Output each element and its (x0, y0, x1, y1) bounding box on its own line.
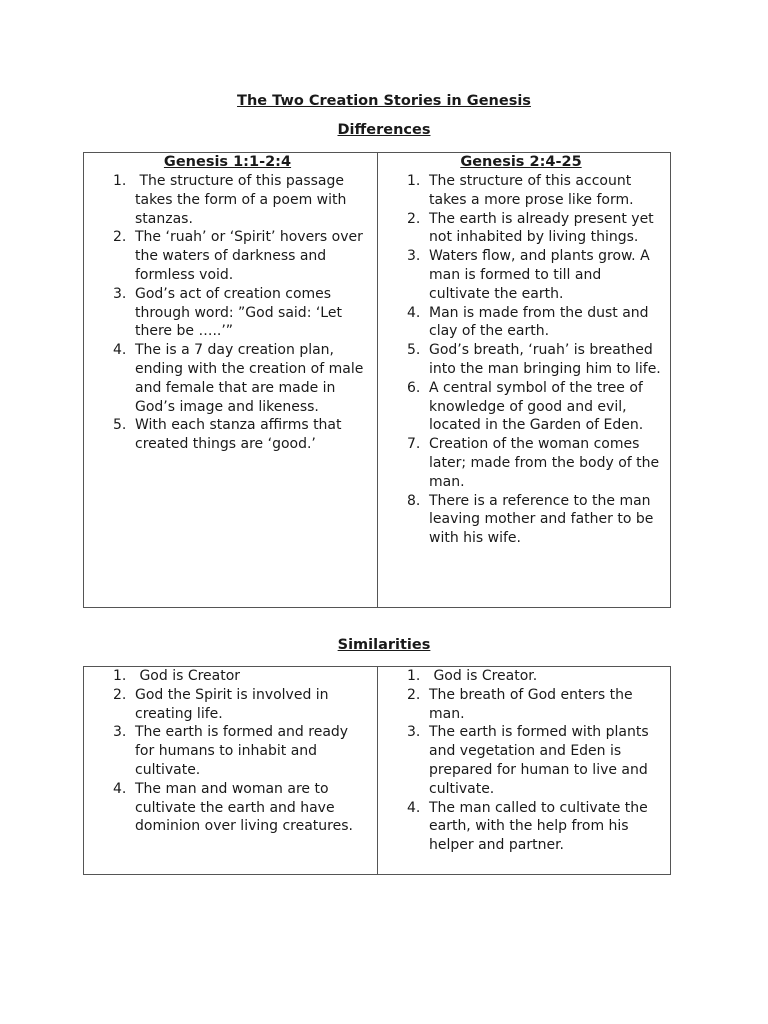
list-item-text: The man called to cultivate the earth, with the help from his helper and partner. (429, 799, 653, 854)
list-item (84, 780, 371, 836)
list-item (378, 435, 664, 491)
list-item-text: There is a reference to the man leaving mother and father to be with his wife. (429, 492, 658, 547)
list-item (378, 210, 664, 248)
list-item-number: 2. (113, 229, 127, 246)
list-item-text: God’s breath, ‘ruah’ is breathed into the man bringing him to life. (429, 342, 661, 377)
list-item-number: 5. (113, 417, 127, 434)
list-item (378, 492, 664, 548)
list-item-text: The breath of God enters the man. (429, 686, 638, 722)
differences-heading: Differences (337, 122, 431, 138)
list-item-text: The man and woman are to cultivate the earth and have dominion over living creatures. (135, 780, 353, 835)
list-item (84, 228, 371, 284)
list-item-text: Creation of the woman comes later; made from the body of the man. (429, 436, 664, 490)
list-item (84, 667, 371, 686)
genesis-1-column (84, 153, 377, 607)
list-item (378, 341, 664, 379)
list-item-text: God the Spirit is involved in creating life. (135, 686, 334, 722)
list-item-number: 2. (407, 210, 421, 227)
genesis-2-column (377, 153, 670, 607)
list-item-number: 2. (407, 686, 421, 703)
list-item-text: The earth is already present yet not inhabited by living things. (429, 210, 659, 246)
similarities-right-list (378, 667, 664, 855)
genesis-2-differences-list (378, 172, 664, 548)
list-item-text: God is Creator (135, 668, 241, 684)
list-item-number: 1. (407, 173, 421, 189)
list-item-number: 1. (407, 668, 421, 684)
list-item-number: 3. (407, 724, 421, 741)
list-item (378, 799, 664, 855)
list-item (84, 686, 371, 724)
list-item-text: The ‘ruah’ or ‘Spirit’ hovers over the waters of darkness and formless void. (135, 229, 368, 283)
list-item (378, 723, 664, 798)
list-item-number: 2. (113, 686, 127, 703)
list-item-text: The earth is formed and ready for humans to inhabit and cultivate. (135, 724, 353, 778)
genesis-1-differences-list (84, 172, 371, 454)
list-item (378, 686, 664, 724)
list-item-text: God is Creator. (429, 668, 538, 684)
similarities-heading: Similarities (337, 637, 431, 653)
list-item-number: 8. (407, 492, 421, 509)
similarities-table (83, 666, 671, 875)
list-item-text: The structure of this account takes a more prose like form. (429, 173, 636, 208)
genesis-1-header: Genesis 1:1-2:4 (163, 154, 292, 170)
list-item (378, 304, 664, 342)
list-item-text: With each stanza affirms that created things are ‘good.’ (135, 417, 346, 453)
list-item-text: The is a 7 day creation plan, ending with the creation of male and female that are made in God’s image and likeness. (135, 342, 368, 415)
list-item-number: 4. (407, 799, 421, 816)
document-title: The Two Creation Stories in Genesis (237, 93, 531, 109)
list-item-number: 4. (113, 342, 127, 359)
list-item-number: 3. (113, 285, 127, 302)
list-item (378, 172, 664, 210)
list-item-number: 5. (407, 342, 421, 359)
list-item (378, 667, 664, 686)
list-item-number: 4. (407, 304, 421, 321)
list-item-number: 7. (407, 436, 421, 453)
list-item (84, 285, 371, 341)
list-item-number: 4. (113, 780, 127, 797)
list-item-text: God’s act of creation comes through word: ”God said: ‘Let there be …..’” (135, 285, 347, 340)
list-item (378, 247, 664, 303)
list-item-text: The structure of this passage takes the form of a poem with stanzas. (135, 173, 351, 227)
list-item-number: 3. (113, 724, 127, 741)
list-item (84, 416, 371, 454)
genesis-2-header: Genesis 2:4-25 (460, 154, 582, 170)
list-item-text: A central symbol of the tree of knowledge of good and evil, located in the Garden of Eden. (429, 379, 648, 434)
list-item (84, 723, 371, 779)
list-item-text: The earth is formed with plants and vegetation and Eden is prepared for human to live and cultivate. (429, 724, 654, 797)
list-item-text: Waters flow, and plants grow. A man is formed to till and cultivate the earth. (429, 248, 655, 302)
list-item-number: 6. (407, 379, 421, 396)
list-item-number: 3. (407, 248, 421, 265)
list-item (84, 341, 371, 416)
list-item (378, 379, 664, 435)
similarities-left-column (84, 667, 377, 874)
list-item (84, 172, 371, 228)
similarities-right-column (377, 667, 670, 874)
list-item-text: Man is made from the dust and clay of the earth. (429, 304, 654, 340)
differences-table (83, 152, 671, 608)
list-item-number: 1. (113, 668, 127, 684)
list-item-number: 1. (113, 173, 127, 189)
similarities-left-list (84, 667, 371, 836)
